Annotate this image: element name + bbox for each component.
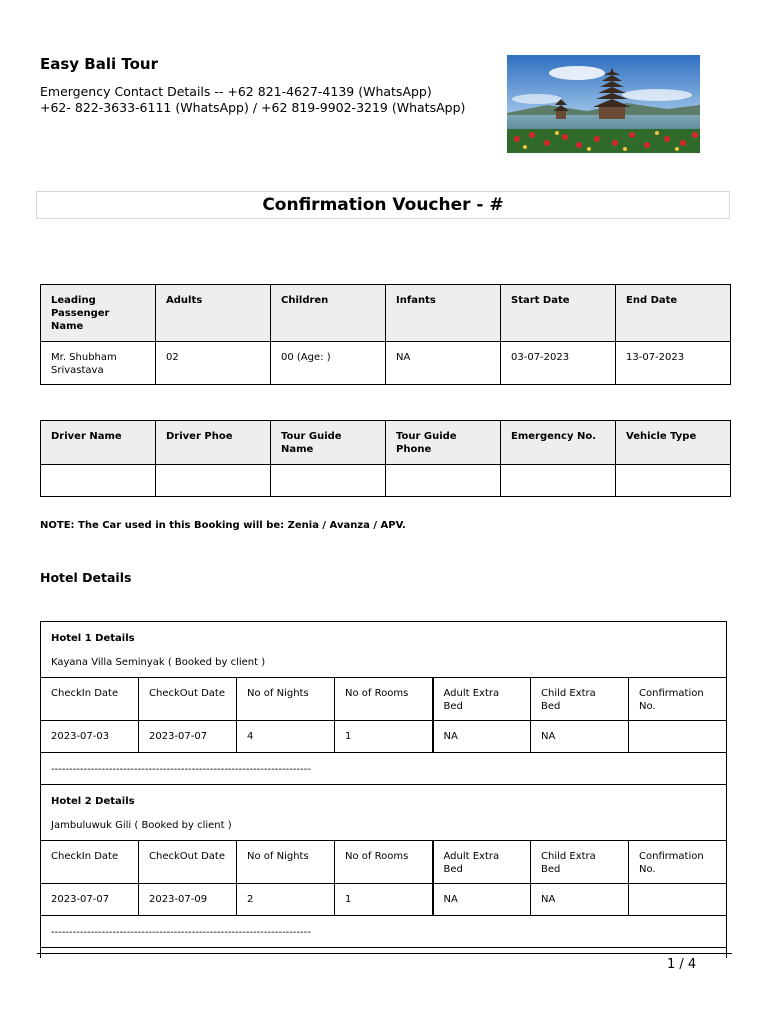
column-header: Adult Extra Bed <box>433 678 531 721</box>
guide-name-cell <box>271 465 386 497</box>
column-header: Child Extra Bed <box>531 841 629 884</box>
company-name: Easy Bali Tour <box>40 55 158 73</box>
voucher-title: Confirmation Voucher - # <box>36 191 730 219</box>
checkout-cell: 2023-07-09 <box>139 884 237 916</box>
column-header: No of Rooms <box>335 841 433 884</box>
separator-line: ------------------------------------------------------------------------ <box>41 916 727 948</box>
column-header: CheckOut Date <box>139 841 237 884</box>
hotel-column-header-row <box>41 678 727 721</box>
column-header: CheckIn Date <box>41 678 139 721</box>
header-cell: Leading Passenger Name <box>41 285 156 342</box>
confirmation-no-cell <box>629 884 727 916</box>
hotel-details-table <box>40 621 727 958</box>
hotel-info-row <box>41 785 727 841</box>
table-row <box>41 721 727 753</box>
checkin-cell: 2023-07-03 <box>41 721 139 753</box>
booking-summary-table <box>40 284 731 385</box>
child-extra-bed-cell: NA <box>531 884 629 916</box>
header-cell: Tour Guide Name <box>271 421 386 465</box>
header-cell: Tour Guide Phone <box>386 421 501 465</box>
column-header: Confirmation No. <box>629 678 727 721</box>
hotel-title: Hotel 2 Details <box>51 796 135 807</box>
column-header: No of Nights <box>237 841 335 884</box>
hotel-info-row <box>41 622 727 678</box>
nights-cell: 2 <box>237 884 335 916</box>
header-cell: Driver Name <box>41 421 156 465</box>
table-row <box>41 342 731 385</box>
header-cell: End Date <box>616 285 731 342</box>
checkin-cell: 2023-07-07 <box>41 884 139 916</box>
column-header: Adult Extra Bed <box>433 841 531 884</box>
guide-phone-cell <box>386 465 501 497</box>
hotel-info-cell <box>41 785 727 841</box>
table-row <box>41 465 731 497</box>
contact-line-1: Emergency Contact Details -- +62 821-4627-4139 (WhatsApp) <box>40 84 432 99</box>
hotel-info-cell <box>41 622 727 678</box>
emergency-contact <box>40 84 465 116</box>
header-cell: Vehicle Type <box>616 421 731 465</box>
header-cell: Infants <box>386 285 501 342</box>
separator-row <box>41 916 727 948</box>
separator-line: ------------------------------------------------------------------------ <box>41 753 727 785</box>
start-date-cell: 03-07-2023 <box>501 342 616 385</box>
rooms-cell: 1 <box>335 721 433 753</box>
infants-cell: NA <box>386 342 501 385</box>
separator-row <box>41 753 727 785</box>
rooms-cell: 1 <box>335 884 433 916</box>
driver-phone-cell <box>156 465 271 497</box>
children-cell: 00 (Age: ) <box>271 342 386 385</box>
hotel-column-header-row <box>41 841 727 884</box>
hotel-name: Jambuluwuk Gili ( Booked by client ) <box>51 820 232 831</box>
page-number: 1 / 4 <box>667 957 697 972</box>
adult-extra-bed-cell: NA <box>433 884 531 916</box>
vehicle-note: NOTE: The Car used in this Booking will be: Zenia / Avanza / APV. <box>40 520 406 531</box>
child-extra-bed-cell: NA <box>531 721 629 753</box>
adults-cell: 02 <box>156 342 271 385</box>
driver-guide-table <box>40 420 731 497</box>
driver-name-cell <box>41 465 156 497</box>
header-cell: Emergency No. <box>501 421 616 465</box>
hotel-name: Kayana Villa Seminyak ( Booked by client ) <box>51 657 266 668</box>
table-header-row <box>41 285 731 342</box>
header-cell: Adults <box>156 285 271 342</box>
adult-extra-bed-cell: NA <box>433 721 531 753</box>
passenger-name-cell: Mr. Shubham Srivastava <box>41 342 156 385</box>
column-header: No of Rooms <box>335 678 433 721</box>
hotel-title: Hotel 1 Details <box>51 633 135 644</box>
header-cell: Children <box>271 285 386 342</box>
emergency-no-cell <box>501 465 616 497</box>
checkout-cell: 2023-07-07 <box>139 721 237 753</box>
footer-divider <box>37 953 732 954</box>
hotel-details-heading: Hotel Details <box>40 570 132 585</box>
column-header: No of Nights <box>237 678 335 721</box>
column-header: CheckIn Date <box>41 841 139 884</box>
bali-temple-photo <box>507 55 700 153</box>
vehicle-type-cell <box>616 465 731 497</box>
column-header: CheckOut Date <box>139 678 237 721</box>
confirmation-no-cell <box>629 721 727 753</box>
header-cell: Driver Phoe <box>156 421 271 465</box>
table-row <box>41 884 727 916</box>
nights-cell: 4 <box>237 721 335 753</box>
column-header: Child Extra Bed <box>531 678 629 721</box>
table-header-row <box>41 421 731 465</box>
contact-line-2: +62- 822-3633-6111 (WhatsApp) / +62 819-9902-3219 (WhatsApp) <box>40 100 466 115</box>
end-date-cell: 13-07-2023 <box>616 342 731 385</box>
header-cell: Start Date <box>501 285 616 342</box>
column-header: Confirmation No. <box>629 841 727 884</box>
